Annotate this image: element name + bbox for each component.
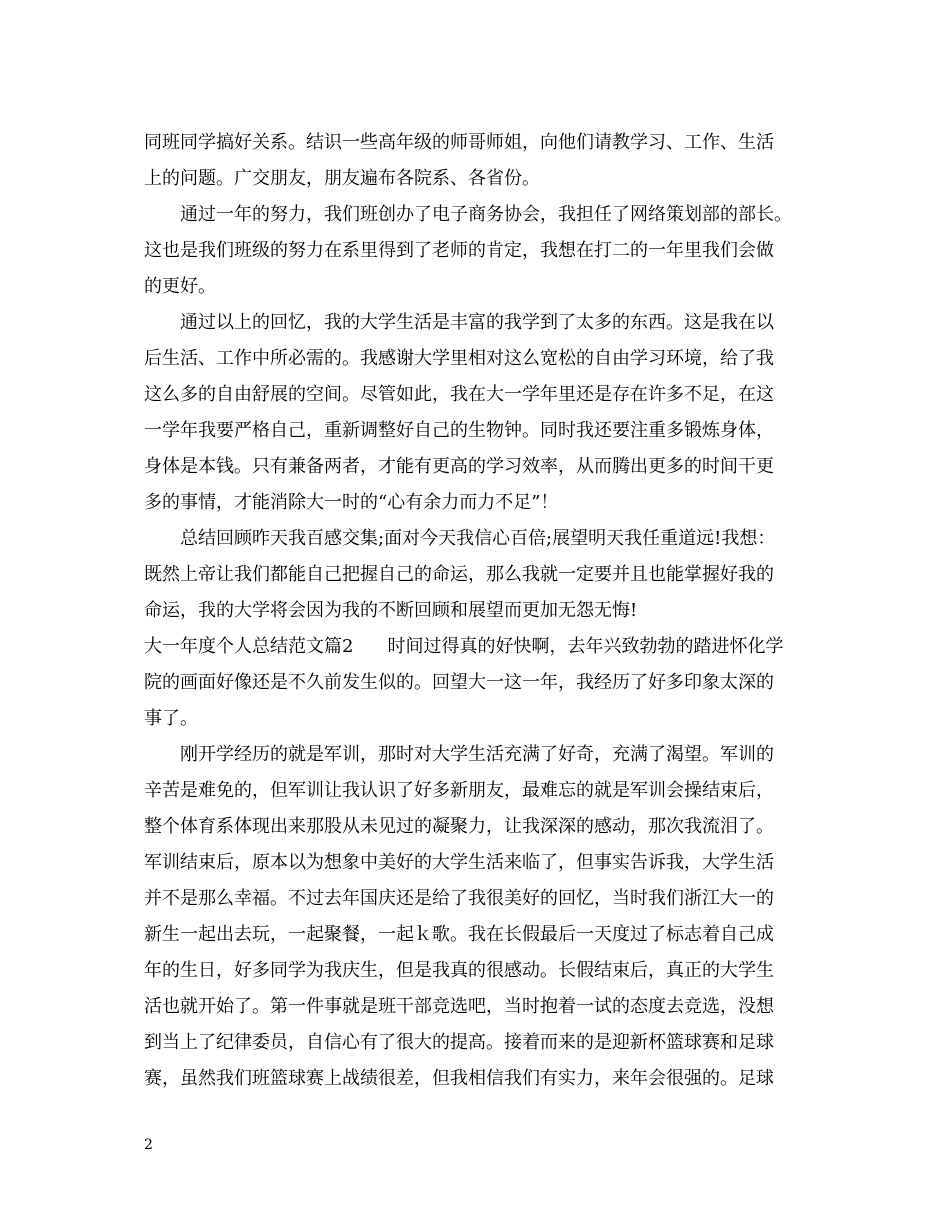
paragraph-first-line: 通过以上的回忆，我的大学生活是丰富的我学到了太多的东西。这是我在以 <box>180 312 774 333</box>
text-line: 并不是那么幸福。不过去年国庆还是给了我很美好的回忆，当时我们浙江大一的 <box>144 888 774 909</box>
paragraph-first-line: 总结回顾昨天我百感交集;面对今天我信心百倍;展望明天我任重道远!我想： <box>180 528 776 549</box>
text-line: 的更好。 <box>144 276 216 297</box>
paragraph-first-line: 通过一年的努力，我们班创办了电子商务协会，我担任了网络策划部的部长。 <box>180 204 792 225</box>
text-line: 同班同学搞好关系。结识一些高年级的师哥师姐，向他们请教学习、工作、生活 <box>144 132 774 153</box>
text-line: 新生一起出去玩，一起聚餐，一起ｋ歌。我在长假最后一天度过了标志着自己成 <box>144 924 774 945</box>
text-line: 既然上帝让我们都能自己把握自己的命运，那么我就一定要并且也能掌握好我的 <box>144 564 774 585</box>
text-line: 院的画面好像还是不久前发生似的。回望大一这一年，我经历了好多印象太深的 <box>144 672 774 693</box>
text-line: 这也是我们班级的努力在系里得到了老师的肯定，我想在打二的一年里我们会做 <box>144 240 774 261</box>
paragraph-first-line: 刚开学经历的就是军训，那时对大学生活充满了好奇，充满了渴望。军训的 <box>180 744 774 765</box>
section-heading: 大一年度个人总结范文篇2 <box>144 636 354 657</box>
text-line: 身体是本钱。只有兼备两者，才能有更高的学习效率，从而腾出更多的时间干更 <box>144 456 774 477</box>
text-line: 一学年我要严格自己，重新调整好自己的生物钟。同时我还要注重多锻炼身体， <box>144 420 774 441</box>
text-line: 命运，我的大学将会因为我的不断回顾和展望而更加无怨无悔! <box>144 600 638 621</box>
text-line: 这么多的自由舒展的空间。尽管如此，我在大一学年里还是存在许多不足，在这 <box>144 384 774 405</box>
section-heading-line <box>144 635 783 659</box>
text-line: 后生活、工作中所必需的。我感谢大学里相对这么宽松的自由学习环境，给了我 <box>144 348 774 369</box>
text-line: 辛苦是难免的，但军训让我认识了好多新朋友，最难忘的就是军训会操结束后， <box>144 780 774 801</box>
text-line: 整个体育系体现出来那股从未见过的凝聚力，让我深深的感动，那次我流泪了。 <box>144 816 774 837</box>
text-line: 上的问题。广交朋友，朋友遍布各院系、各省份。 <box>144 168 540 189</box>
page-number: 2 <box>144 1137 153 1153</box>
text-line: 年的生日，好多同学为我庆生，但是我真的很感动。长假结束后，真正的大学生 <box>144 960 774 981</box>
section-text: 时间过得真的好快啊，去年兴致勃勃的踏进怀化学 <box>387 636 784 657</box>
text-line: 活也就开始了。第一件事就是班干部竞选吧，当时抱着一试的态度去竞选，没想 <box>144 996 774 1017</box>
text-line: 多的事情，才能消除大一时的“心有余力而力不足”！ <box>144 492 559 513</box>
text-line: 军训结束后，原本以为想象中美好的大学生活来临了，但事实告诉我，大学生活 <box>144 852 774 873</box>
text-line: 到当上了纪律委员，自信心有了很大的提高。接着而来的是迎新杯篮球赛和足球 <box>144 1032 774 1053</box>
text-line: 赛，虽然我们班篮球赛上战绩很差，但我相信我们有实力，来年会很强的。足球 <box>144 1068 774 1089</box>
text-line: 事了。 <box>144 708 198 729</box>
